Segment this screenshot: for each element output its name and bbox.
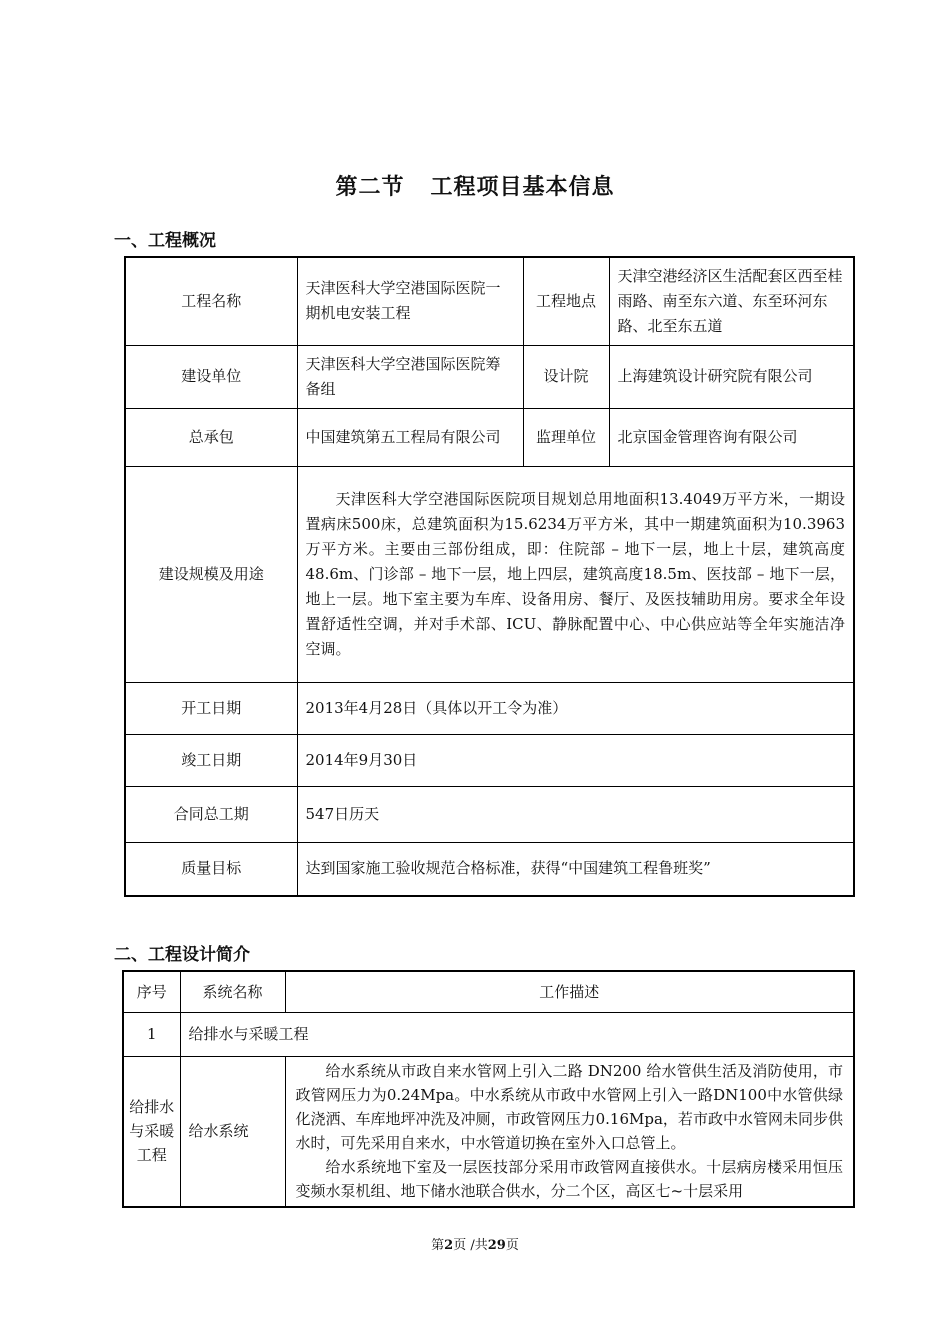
location-label: 工程地点 xyxy=(523,257,609,345)
page-title xyxy=(0,170,950,201)
designer-value: 上海建筑设计研究院有限公司 xyxy=(609,345,854,408)
page-footer xyxy=(0,1234,950,1253)
start-date-value: 2013年4月28日（具体以开工令为准） xyxy=(297,682,854,734)
system-description xyxy=(285,1056,854,1207)
end-date-value: 2014年9月30日 xyxy=(297,734,854,786)
scale-label: 建设规模及用途 xyxy=(125,466,297,682)
quality-label: 质量目标 xyxy=(125,842,297,896)
table-row xyxy=(125,786,854,842)
table-row xyxy=(125,466,854,682)
table-header-row xyxy=(123,971,854,1012)
table-row xyxy=(123,1056,854,1207)
footer-total-pages: 29 xyxy=(487,1238,506,1253)
description-paragraph: 给水系统从市政自来水管网上引入二路 DN200 给水管供生活及消防使用，市政管网压力为0.24Mpa。中水系统从市政中水管网上引入一路DN100中水管供绿化浇洒、车库地坪冲洗及冲厕，市政管网压力0.16Mpa，若市政中水管网未同步供水时，可先采用自来水，中水管道切换在室外入口总管上。 xyxy=(295,1062,843,1153)
row-system-title: 给排水与采暖工程 xyxy=(180,1012,854,1056)
footer-suffix: 页 xyxy=(505,1238,519,1253)
col-header-desc: 工作描述 xyxy=(285,971,854,1012)
footer-mid: 页 /共 xyxy=(453,1238,488,1253)
section-heading-overview: 一、工程概况 xyxy=(114,231,216,251)
title-section-number: 第二节 xyxy=(335,175,405,200)
supervisor-value: 北京国金管理咨询有限公司 xyxy=(609,408,854,466)
col-header-system: 系统名称 xyxy=(180,971,285,1012)
col-header-no: 序号 xyxy=(123,971,180,1012)
end-date-label: 竣工日期 xyxy=(125,734,297,786)
owner-value: 天津医科大学空港国际医院筹备组 xyxy=(297,345,523,408)
scale-value: 天津医科大学空港国际医院项目规划总用地面积13.4049万平方米，一期设置病床500床，总建筑面积为15.6234万平方米，其中一期建筑面积为10.3963万平方米。主要由三部份组成，即：住院部 – 地下一层，地上十层，建筑高度48.6m、门诊部 – 地下一层，地上四层，建筑高度18.5m、医技部 – 地下一层，地上一层。地下室主要为车库、设备用房、餐厅、及医技辅助用房。要求全年设置舒适性空调，并对手术部、ICU、静脉配置中心、中心供应站等全年实施洁净空调。 xyxy=(297,466,854,682)
contractor-value: 中国建筑第五工程局有限公司 xyxy=(297,408,523,466)
section-heading-design: 二、工程设计简介 xyxy=(114,945,250,965)
table-row xyxy=(125,842,854,896)
title-name: 工程项目基本信息 xyxy=(430,175,615,200)
description-paragraph: 给水系统地下室及一层医技部分采用市政管网直接供水。十层病房楼采用恒压变频水泵机组、地下储水池联合供水，分二个区，高区七~十层采用 xyxy=(295,1158,843,1201)
project-name-label: 工程名称 xyxy=(125,257,297,345)
location-value: 天津空港经济区生活配套区西至桂雨路、南至东六道、东至环河东路、北至东五道 xyxy=(609,257,854,345)
system-name: 给水系统 xyxy=(180,1056,285,1207)
project-name-value: 天津医科大学空港国际医院一期机电安装工程 xyxy=(297,257,523,345)
duration-label: 合同总工期 xyxy=(125,786,297,842)
table-row xyxy=(125,734,854,786)
project-overview-table xyxy=(124,256,855,897)
duration-value: 547日历天 xyxy=(297,786,854,842)
row-number: 1 xyxy=(123,1012,180,1056)
start-date-label: 开工日期 xyxy=(125,682,297,734)
table-row xyxy=(125,257,854,345)
table-row xyxy=(125,345,854,408)
table-row xyxy=(125,408,854,466)
table-row xyxy=(125,682,854,734)
group-label: 给排水与采暖工程 xyxy=(123,1056,180,1207)
footer-prefix: 第 xyxy=(431,1238,445,1253)
contractor-label: 总承包 xyxy=(125,408,297,466)
quality-value: 达到国家施工验收规范合格标准，获得“中国建筑工程鲁班奖” xyxy=(297,842,854,896)
table-row xyxy=(123,1012,854,1056)
design-summary-table xyxy=(122,970,855,1208)
footer-page-number: 2 xyxy=(444,1238,454,1253)
supervisor-label: 监理单位 xyxy=(523,408,609,466)
owner-label: 建设单位 xyxy=(125,345,297,408)
designer-label: 设计院 xyxy=(523,345,609,408)
